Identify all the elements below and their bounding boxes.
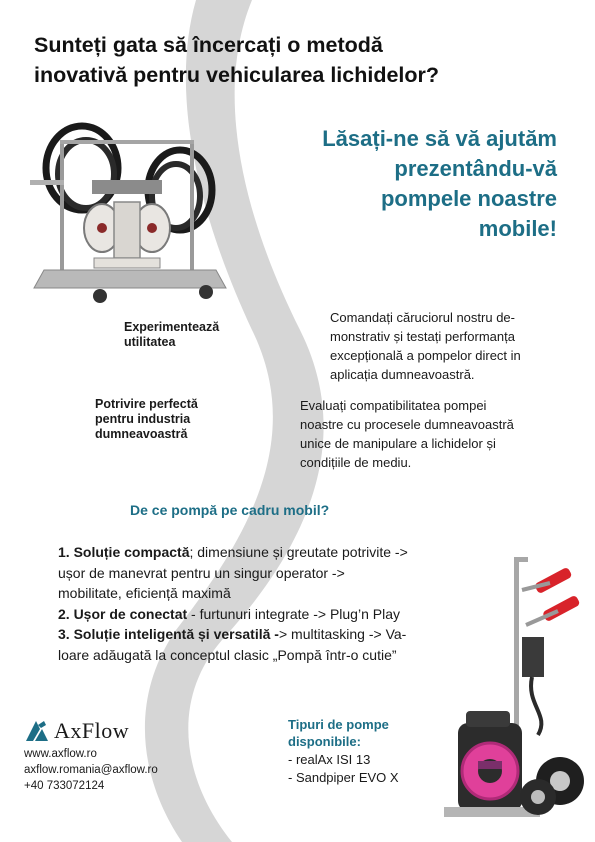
subheadline-line: mobile! [478,216,557,241]
feature-label-line: dumneavoastră [95,427,188,441]
list-item: - realAx ISI 13 [288,752,371,767]
contact-info [24,746,158,794]
feature-label-line: Experimentează [124,320,220,334]
email-link[interactable]: axflow.romania@axflow.ro [24,764,158,776]
pump-types-title-line: disponibile: [288,734,361,749]
reason-text: ; dimensiune și greutate potrivite -> [189,544,408,560]
website-link[interactable]: www.axflow.ro [24,748,97,760]
reason-text: > multitasking -> Va- [278,626,407,642]
feature-label-line: utilitatea [124,335,176,349]
feature-label-line: pentru industria [95,412,191,426]
feature-text-line: condițiile de mediu. [300,455,412,470]
headline-line: Sunteți gata să încercați o metodă [34,33,383,57]
reason-bold: 1. Soluție compactă [58,544,190,560]
feature-text-line: noastre cu procesele dumneavoastră [300,417,514,432]
feature-label-industry [95,397,198,442]
mobile-pump-trolley-image [430,545,590,835]
headline-line: inovativă pentru vehicularea lichidelor? [34,63,440,87]
list-item-continuation: mobilitate, eficiență maximă [58,585,231,601]
list-item [58,624,488,645]
pump-types-title [288,716,418,750]
list-item: - Sandpiper EVO X [288,770,399,785]
pump-cart-image [30,110,230,310]
section-title-why: De ce pompă pe cadru mobil? [130,502,330,518]
subheadline-line: pompele noastre [380,186,557,211]
axflow-logo [24,718,164,744]
feature-text-line: aplicația dumneavoastră. [330,367,475,382]
feature-text-line: Comandați căruciorul nostru de- [330,310,515,325]
subheadline-line: prezentându-vă [394,156,557,181]
list-item-continuation: loare adăugată la conceptul clasic „Pompă într-o cutie” [58,646,397,663]
feature-text-line: monstrativ și testați performanța [330,329,515,344]
feature-label-line: Potrivire perfectă [95,397,198,411]
feature-text-demo [330,308,570,384]
feature-text-line: Evaluați compatibilitatea pompei [300,398,487,413]
subheadline [257,124,557,244]
feature-label-utility [124,320,219,350]
reason-text: - furtunuri integrate -> Plug’n Play [187,605,400,622]
axflow-logo-mark-icon [24,719,50,743]
reason-bold: 3. Soluție inteligentă și versatilă - [58,626,279,642]
reasons-list [58,542,488,665]
list-item [58,604,488,625]
feature-text-line: unice de manipulare a lichidelor și [300,436,496,451]
feature-text-compatibility [300,396,570,472]
headline [34,30,574,90]
list-item [58,542,488,563]
pump-types-list [288,751,399,787]
list-item-continuation: ușor de manevrat pentru un singur operator -> [58,564,345,581]
axflow-logo-text: AxFlow [54,718,130,743]
pump-types-title-line: Tipuri de pompe [288,717,389,732]
feature-text-line: excepțională a pompelor direct in [330,348,521,363]
subheadline-line: Lăsați-ne să vă ajutăm [322,126,557,151]
phone-number: +40 733072124 [24,780,105,792]
reason-bold: 2. Ușor de conectat [58,605,188,622]
